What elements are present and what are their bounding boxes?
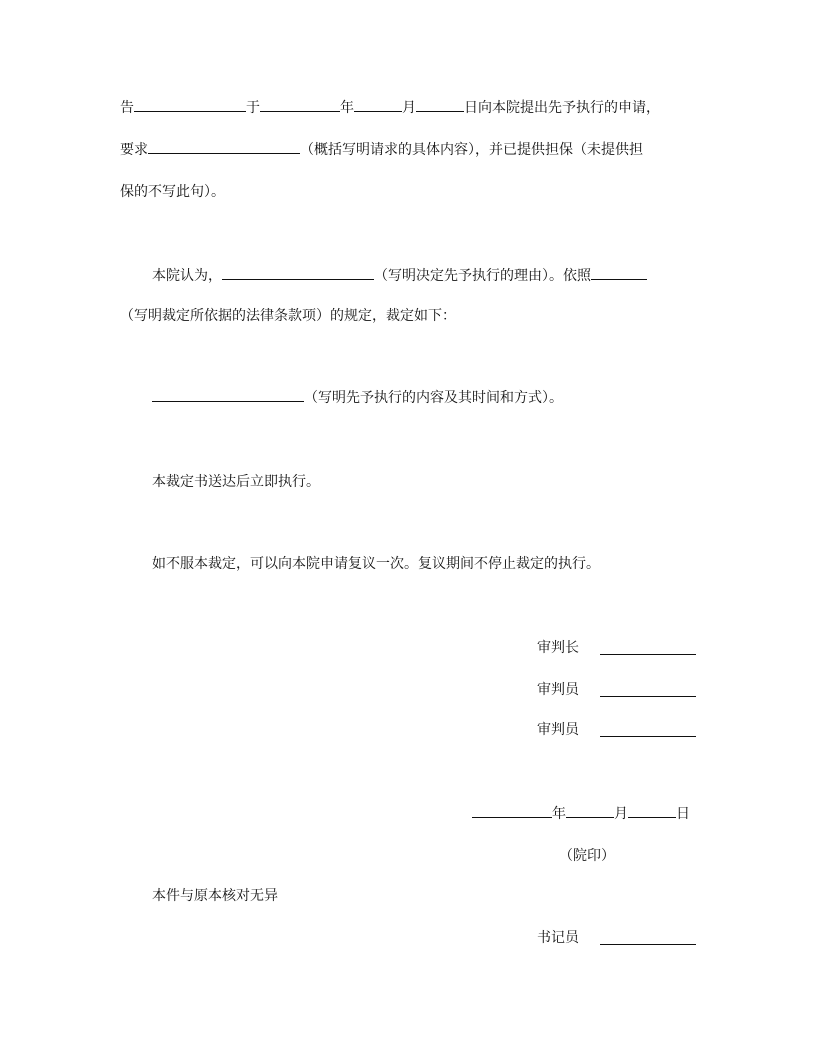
month-text: 月 (402, 100, 416, 116)
applicant-yu-text: 于 (246, 100, 260, 116)
sig-year-blank (472, 802, 552, 818)
appeal-line: 如不服本裁定，可以向本院申请复议一次。复议期间不停止裁定的执行。 (152, 556, 600, 572)
request-content-blank (148, 138, 300, 154)
signature-date-line (472, 802, 690, 826)
day-blank (416, 96, 464, 112)
reason-blank (222, 264, 374, 280)
judge-1-blank (600, 696, 696, 697)
sig-day-blank (628, 802, 676, 818)
sig-year-text: 年 (552, 806, 566, 822)
court-seal-text: （院印） (559, 848, 615, 864)
applicant-name-blank (134, 96, 246, 112)
opinion-prefix: 本院认为， (152, 268, 222, 284)
request-line-continuation: 保的不写此句）。 (120, 184, 225, 200)
applicant-line (120, 96, 660, 120)
judge-1-label: 审判员 (537, 682, 579, 698)
ruling-line (152, 386, 563, 410)
request-line (120, 138, 643, 162)
presiding-judge-label: 审判长 (537, 640, 579, 656)
year-blank (260, 96, 340, 112)
ruling-description: （写明先予执行的内容及其时间和方式）。 (304, 390, 563, 406)
verification-text: 本件与原本核对无异 (152, 888, 278, 904)
ruling-content-blank (152, 386, 304, 402)
opinion-line (152, 264, 647, 288)
request-description: （概括写明请求的具体内容），并已提供担保（未提供担 (300, 142, 643, 158)
sig-month-text: 月 (614, 806, 628, 822)
law-blank (591, 264, 647, 280)
month-blank (354, 96, 402, 112)
applicant-prefix: 告 (120, 100, 134, 116)
effect-line: 本裁定书送达后立即执行。 (152, 474, 320, 490)
application-text: 日向本院提出先予执行的申请， (464, 100, 660, 116)
opinion-line-continuation: （写明裁定所依据的法律条款项）的规定，裁定如下： (120, 308, 456, 324)
clerk-label: 书记员 (537, 930, 579, 946)
request-prefix: 要求 (120, 142, 148, 158)
opinion-description: （写明决定先予执行的理由）。依照 (374, 268, 591, 284)
judge-2-blank (600, 736, 696, 737)
year-text: 年 (340, 100, 354, 116)
sig-month-blank (566, 802, 614, 818)
judge-2-label: 审判员 (537, 722, 579, 738)
clerk-blank (600, 944, 696, 945)
presiding-judge-blank (600, 654, 696, 655)
sig-day-text: 日 (676, 806, 690, 822)
